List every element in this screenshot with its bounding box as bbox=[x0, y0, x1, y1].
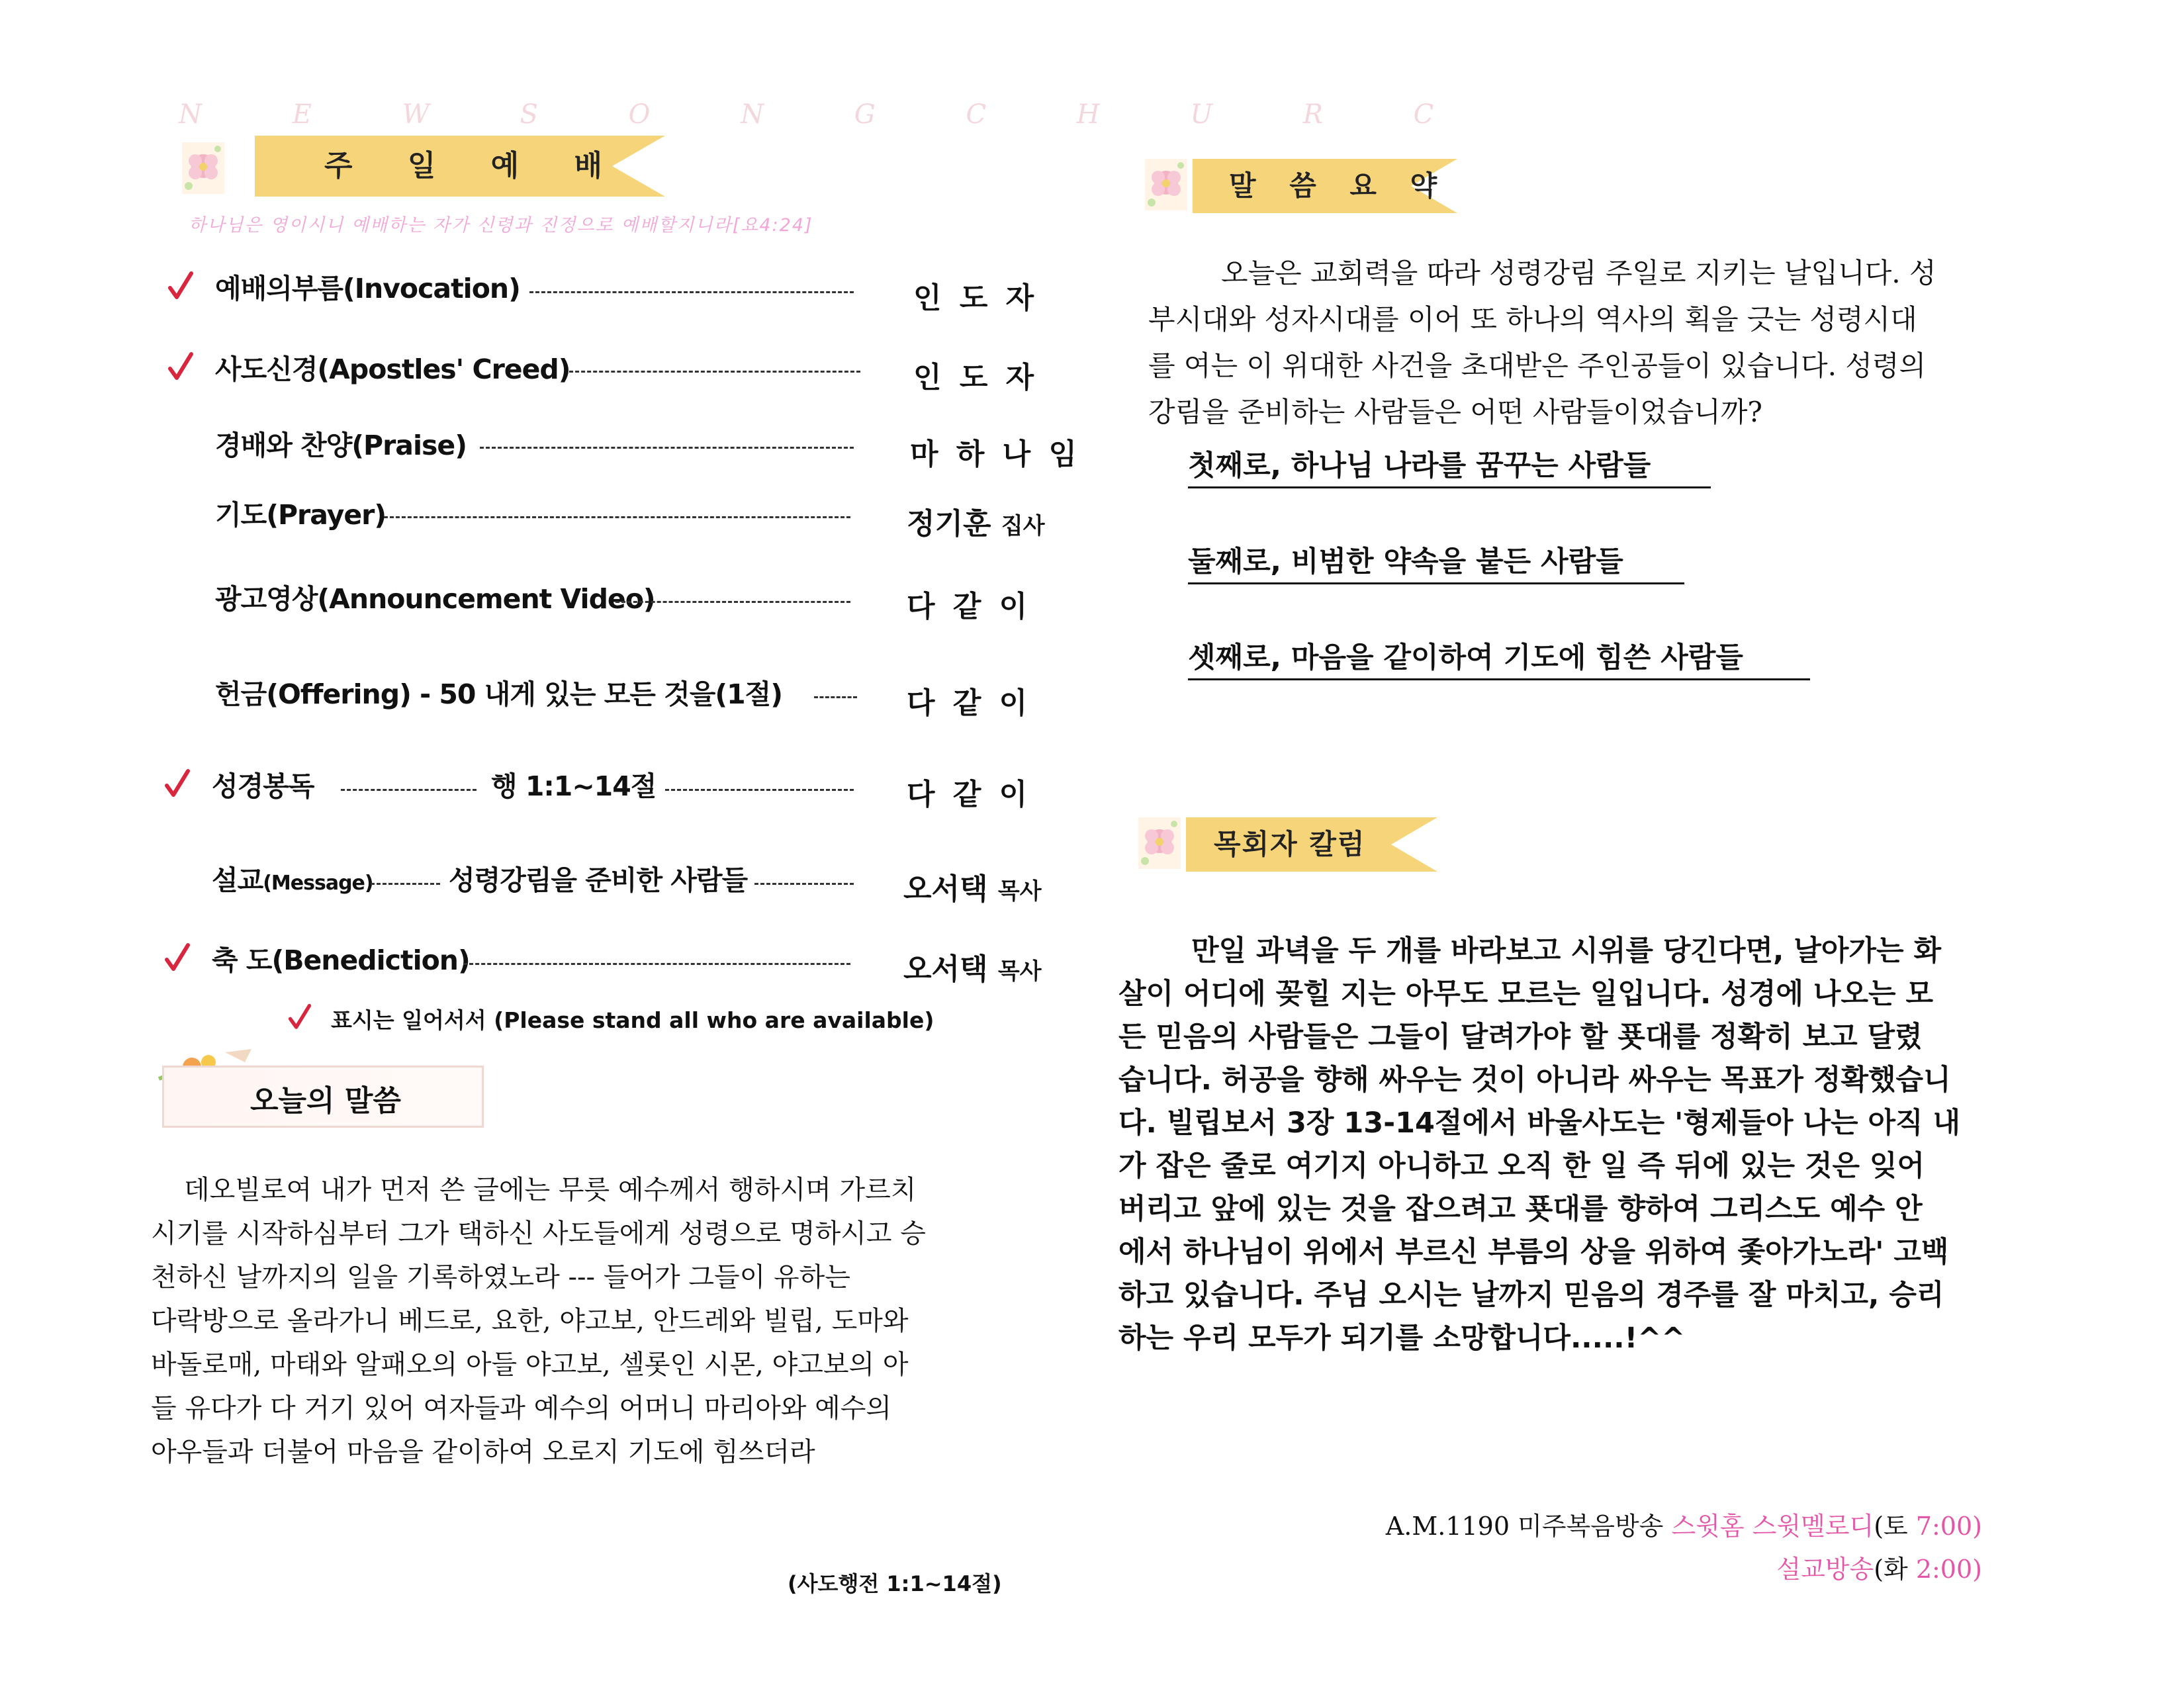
column-heading-banner bbox=[1186, 817, 1437, 872]
scripture-line: 시기를 시작하심부터 그가 택하신 사도들에게 성령으로 명하시고 승 bbox=[151, 1218, 926, 1249]
summary-line: 를 여는 이 위대한 사건을 초대받은 주인공들이 있습니다. 성령의 bbox=[1148, 349, 1927, 382]
scripture-line: 들 유다가 다 거기 있어 여자들과 예수의 어머니 마리아와 예수의 bbox=[151, 1393, 892, 1424]
watermark-text: N E W S O N G C H U R C bbox=[179, 99, 1475, 130]
service-item-title: 사도신경(Apostles' Creed) bbox=[215, 353, 570, 385]
column-line: 에서 하나님이 위에서 부르신 부름의 상을 위하여 좇아가노라' 고백 bbox=[1118, 1236, 1949, 1269]
summary-point: 셋째로, 마음을 같이하여 기도에 힘쓴 사람들 bbox=[1188, 635, 1810, 680]
broadcast-day: (화 bbox=[1874, 1555, 1916, 1584]
summary-heading-banner bbox=[1193, 159, 1457, 213]
service-item-title: 예배의부름(Invocation) bbox=[215, 273, 520, 304]
broadcast-program: 스윗홈 스윗멜로디 bbox=[1671, 1512, 1874, 1541]
broadcast-line-2 bbox=[1776, 1549, 1982, 1585]
dotted-leader bbox=[480, 447, 854, 449]
column-line: 하고 있습니다. 주님 오시는 날까지 믿음의 경주를 잘 마치고, 승리 bbox=[1118, 1279, 1944, 1312]
column-line: 습니다. 허공을 향해 싸우는 것이 아니라 싸우는 목표가 정확했습니 bbox=[1118, 1064, 1951, 1097]
scripture-line: 천하신 날까지의 일을 기록하였노라 --- 들어가 그들이 유하는 bbox=[151, 1262, 850, 1293]
scripture-verse: 하나님은 영이시니 예배하는 자가 신령과 진정으로 예배할지니라[요4:24] bbox=[189, 215, 813, 236]
service-item-passage: 행 1:1~14절 bbox=[491, 770, 657, 802]
dotted-leader bbox=[615, 601, 850, 603]
service-leader: 다 같 이 bbox=[907, 590, 1032, 623]
scripture-line: 다락방으로 올라가니 베드로, 요한, 야고보, 안드레와 빌립, 도마와 bbox=[151, 1306, 909, 1336]
dotted-leader bbox=[463, 963, 850, 965]
service-leader: 오서택 목사 bbox=[903, 952, 1042, 986]
column-line: 다. 빌립보서 3장 13-14절에서 바울사도는 '형제들아 나는 아직 내 bbox=[1118, 1107, 1961, 1140]
service-item-scripture-reading bbox=[212, 764, 314, 804]
service-leader: 인 도 자 bbox=[913, 361, 1038, 394]
service-leader: 인 도 자 bbox=[913, 281, 1038, 315]
service-item-prayer bbox=[215, 493, 386, 533]
flower-icon bbox=[182, 142, 224, 194]
check-icon bbox=[164, 768, 191, 798]
worship-heading-banner bbox=[255, 136, 665, 197]
check-icon bbox=[167, 271, 194, 300]
stand-note: 표시는 일어서서 (Please stand all who are available) bbox=[331, 1007, 934, 1033]
summary-heading: 말 씀 요 약 bbox=[1229, 169, 1449, 202]
service-item-praise bbox=[215, 424, 467, 463]
column-line: 살이 어디에 꽂힐 지는 아무도 모르는 일입니다. 성경에 나오는 모 bbox=[1118, 978, 1934, 1011]
scripture-line: 아우들과 더불어 마음을 같이하여 오로지 기도에 힘쓰더라 bbox=[151, 1437, 815, 1467]
broadcast-program: 설교방송 bbox=[1776, 1555, 1874, 1584]
scripture-heading: 오늘의 말씀 bbox=[250, 1084, 401, 1118]
scripture-line: 바돌로매, 마태와 알패오의 아들 야고보, 셀롯인 시몬, 야고보의 아 bbox=[151, 1349, 909, 1380]
broadcast-time: 7:00) bbox=[1915, 1512, 1982, 1541]
service-item-announcement bbox=[215, 577, 655, 617]
column-line: 가 잡은 줄로 여기지 아니하고 오직 한 일 즉 뒤에 있는 것은 잊어 bbox=[1118, 1150, 1925, 1183]
column-line: 버리고 앞에 있는 것을 잡으려고 푯대를 향하여 그리스도 예수 안 bbox=[1118, 1193, 1923, 1226]
service-item-title: 성경봉독 bbox=[212, 770, 314, 802]
dotted-leader bbox=[371, 883, 440, 885]
check-icon bbox=[167, 351, 194, 381]
summary-point: 첫째로, 하나님 나라를 꿈꾸는 사람들 bbox=[1188, 443, 1711, 488]
service-item-offering bbox=[215, 672, 782, 712]
summary-paragraph bbox=[1148, 250, 2048, 435]
dotted-leader bbox=[665, 789, 854, 791]
sermon-title: 성령강림을 준비한 사람들 bbox=[449, 864, 748, 896]
column-heading: 목회자 칼럼 bbox=[1214, 828, 1366, 860]
dotted-leader bbox=[529, 291, 854, 293]
summary-line: 부시대와 성자시대를 이어 또 하나의 역사의 획을 긋는 성령시대 bbox=[1148, 303, 1917, 336]
check-icon bbox=[288, 1003, 312, 1030]
service-leader: 다 같 이 bbox=[907, 686, 1032, 720]
service-item-title: 기도(Prayer) bbox=[215, 499, 387, 531]
service-leader: 마 하 나 임 bbox=[910, 437, 1081, 471]
dotted-leader bbox=[754, 883, 854, 885]
worship-heading: 주 일 예 배 bbox=[324, 149, 625, 183]
summary-point: 둘째로, 비범한 약속을 붙든 사람들 bbox=[1188, 539, 1684, 584]
flower-icon bbox=[1138, 817, 1181, 869]
service-leader: 다 같 이 bbox=[907, 778, 1032, 811]
summary-line: 오늘은 교회력을 따라 성령강림 주일로 지키는 날입니다. 성 bbox=[1221, 257, 1936, 289]
service-leader: 정기훈 집사 bbox=[907, 507, 1045, 541]
service-leader: 오서택 목사 bbox=[903, 872, 1042, 906]
column-line: 하는 우리 모두가 되기를 소망합니다.....!^^ bbox=[1118, 1322, 1686, 1355]
service-item-title: 경배와 찬양(Praise) bbox=[215, 430, 467, 461]
service-item-message bbox=[212, 858, 373, 898]
scripture-passage bbox=[151, 1168, 1031, 1474]
broadcast-day: (토 bbox=[1874, 1512, 1916, 1541]
dotted-leader bbox=[569, 371, 860, 373]
service-item-apostles-creed bbox=[215, 347, 570, 387]
dotted-leader bbox=[814, 696, 857, 698]
broadcast-time: 2:00) bbox=[1915, 1555, 1982, 1584]
flower-icon bbox=[1145, 159, 1187, 210]
column-line: 든 믿음의 사람들은 그들이 달려가야 할 푯대를 정확히 보고 달렸 bbox=[1118, 1021, 1923, 1054]
check-icon bbox=[164, 942, 191, 972]
service-item-benediction bbox=[212, 938, 470, 978]
service-item-invocation bbox=[215, 267, 520, 306]
dotted-leader bbox=[384, 516, 850, 518]
service-item-title: 광고영상(Announcement Video) bbox=[215, 583, 655, 615]
column-paragraph bbox=[1118, 930, 2038, 1360]
broadcast-station: A.M.1190 미주복음방송 bbox=[1385, 1512, 1664, 1541]
service-item-title: 헌금(Offering) - 50 내게 있는 모든 것을(1절) bbox=[215, 678, 783, 710]
scripture-line: 데오빌로여 내가 먼저 쓴 글에는 무릇 예수께서 행하시며 가르치 bbox=[184, 1175, 917, 1205]
scripture-citation: (사도행전 1:1~14절) bbox=[788, 1571, 1002, 1596]
broadcast-line-1 bbox=[1386, 1506, 1982, 1542]
dotted-leader bbox=[341, 789, 477, 791]
service-item-title: 설교 bbox=[212, 864, 263, 896]
column-line: 만일 과녁을 두 개를 바라보고 시위를 당긴다면, 날아가는 화 bbox=[1191, 935, 1942, 968]
summary-line: 강림을 준비하는 사람들은 어떤 사람들이었습니까? bbox=[1148, 396, 1762, 428]
scripture-heading-box bbox=[162, 1066, 484, 1128]
service-item-subtitle: (Message) bbox=[263, 872, 373, 895]
service-item-title: 축 도(Benediction) bbox=[212, 944, 470, 976]
